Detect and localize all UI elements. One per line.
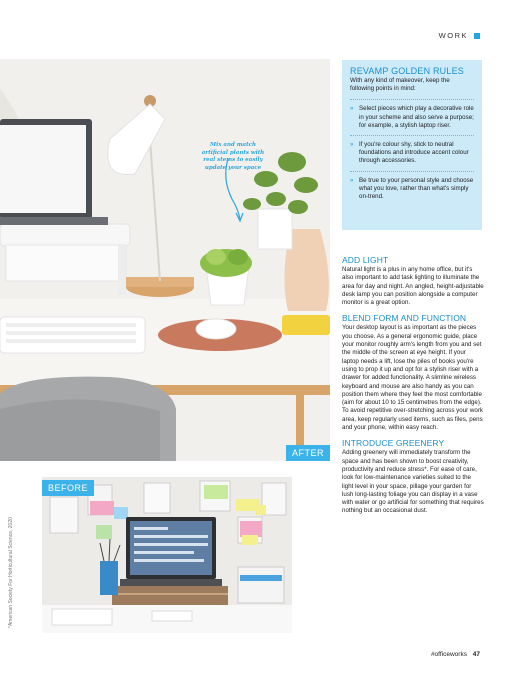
section-square-icon xyxy=(474,33,480,39)
section-heading: BLEND FORM AND FUNCTION xyxy=(342,313,467,324)
golden-rules-intro: With any kind of makeover, keep the following points in mind: xyxy=(350,77,474,100)
footer-brand: #officeworks xyxy=(430,651,467,658)
after-photo xyxy=(0,59,330,461)
section-heading: INTRODUCE GREENERY xyxy=(342,438,445,449)
before-photo-illustration xyxy=(42,477,292,633)
bullet-chevron-icon: » xyxy=(350,177,354,184)
after-photo-illustration xyxy=(0,59,330,461)
before-photo xyxy=(42,477,292,633)
golden-rule-item xyxy=(350,100,474,136)
photo-annotation: Mix and match artificial plants with real stems to easily update your space xyxy=(201,142,265,171)
page-footer xyxy=(431,651,480,658)
golden-rule-text: Be true to your personal style and choose what you love, rather than what's simply on-trend. xyxy=(359,176,474,201)
section-text: Your desktop layout is as important as the pieces you choose. As a general ergonomic guide, place your monitor roughly arm's length from you and set the middle of the screen at eye height. If your laptop needs a lift, lose the piles of books you're using to prop it up and opt for a stylish riser with a drawer for added functionality. A slimline wireless keyboard and mouse are also handy as you can position them where they feel the most comfortable (aim for about 10 to 15 centimetres from the edge). To avoid repetitive over-stretching across your work area, keep regularly used items, such as files, pens and your phone, within easy reach. xyxy=(342,324,483,432)
after-label: AFTER xyxy=(286,445,330,461)
section-text: Adding greenery will immediately transform the space and has been shown to boost creativity, productivity and reduce stress*. For ease of care, look for low-maintenance varieties suited to the light level in your space, pillage your garden for lush long-lasting foliage you can display in a vase with water or go artificial for something that requires nothing but an occasional dust. xyxy=(342,449,484,515)
golden-rules-box xyxy=(342,60,482,230)
page-number: 47 xyxy=(472,651,480,658)
article-body xyxy=(342,255,484,522)
golden-rule-item xyxy=(350,172,474,207)
before-label: BEFORE xyxy=(42,480,94,496)
section-tag xyxy=(439,31,480,40)
golden-rule-text: Select pieces which play a decorative role in your scheme and also serve a purpose; for example, a stylish laptop riser. xyxy=(359,105,474,129)
section-heading: ADD LIGHT xyxy=(342,255,389,265)
photo-credit xyxy=(8,498,20,628)
bullet-chevron-icon: » xyxy=(350,106,354,113)
section-label: WORK xyxy=(438,31,468,40)
section-text: Natural light is a plus in any home office, but it's also important to add task lighting to illuminate the area for day and night. An angled, height-adjustable desk lamp you can position alongside a computer monitor is a great option. xyxy=(342,266,484,307)
photo-credit-text: *American Society For Horticultural Science, 2020 xyxy=(8,517,14,628)
golden-rule-item xyxy=(350,136,474,172)
bullet-chevron-icon: » xyxy=(350,142,354,149)
golden-rules-title: REVAMP GOLDEN RULES xyxy=(350,66,464,76)
golden-rule-text: If you're colour shy, stick to neutral foundations and introduce accent colour through accessories. xyxy=(359,141,469,165)
